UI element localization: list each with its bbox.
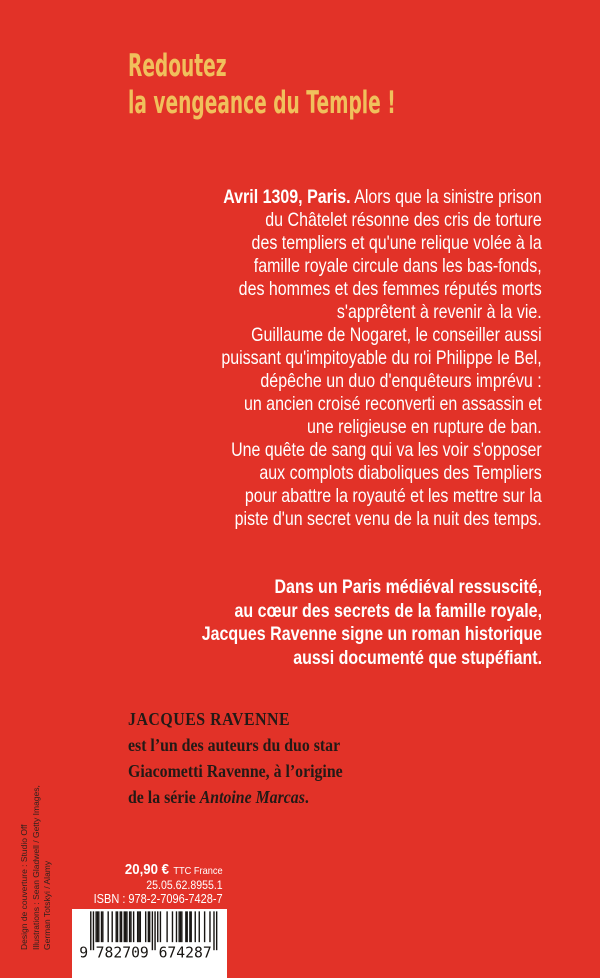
reference-number: 25.05.62.8955.1 [146,878,223,892]
tax-note: TTC France [173,865,223,877]
synopsis-line: famille royale circule dans les bas-fonds, [254,255,542,277]
synopsis-line: du Châtelet résonne des cris de torture [265,209,542,231]
pitch-line: Dans un Paris médiéval ressuscité, [274,576,542,598]
pitch-line: Jacques Ravenne signe un roman historique [201,623,542,645]
synopsis-line: une religieuse en rupture de ban. [307,416,542,438]
tagline [128,48,396,122]
tagline-line-2: la vengeance du Temple ! [128,85,396,121]
author-bio-line: de la série Antoine Marcas. [128,787,309,807]
svg-text:674287: 674287 [158,944,212,962]
synopsis-text [222,186,542,531]
author-bio [128,706,343,810]
svg-text:9: 9 [79,944,89,962]
synopsis-line: puissant qu'impitoyable du roi Philippe le Bel, [221,347,542,369]
barcode-svg [74,910,224,977]
author-bio-line: Giacometti Ravenne, à l’origine [128,761,343,781]
tagline-line-1: Redoutez [128,48,227,84]
synopsis-lead: Avril 1309, Paris. [223,186,351,208]
synopsis-line: s'apprêtent à revenir à la vie. [337,301,542,323]
credits-vertical [19,785,54,950]
synopsis-line: Guillaume de Nogaret, le conseiller aussi [251,324,542,346]
synopsis-line: piste d'un secret venu de la nuit des temps. [234,508,543,530]
series-title: Antoine Marcas [199,787,305,807]
pitch-text [202,576,542,670]
price-line [94,862,223,879]
credits-illustrations: Illustrations : Sean Gladwell / Getty Images, [30,785,41,950]
synopsis-line: Une quête de sang qui va les voir s'opposer [231,439,542,461]
synopsis-line: pour abattre la royauté et les mettre sur la [245,485,542,507]
credits-illustrations-2: German Totskyi / Alamy [42,860,52,950]
isbn: ISBN : 978-2-7096-7428-7 [93,892,223,906]
barcode [72,909,227,978]
synopsis-line: dépêche un duo d'enquêteurs imprévu : [260,370,542,392]
author-name: JACQUES RAVENNE [128,709,291,729]
synopsis-line: Avril 1309, Paris. Alors que la sinistre prison [223,186,542,208]
pitch-line: au cœur des secrets de la famille royale, [234,599,542,622]
credits-design: Design de couverture : Studio Off [19,824,29,950]
synopsis-line: aux complots diaboliques des Templiers [259,462,542,484]
synopsis-line: des templiers et qu'une relique volée à la [251,232,542,254]
synopsis-line: un ancien croisé reconverti en assassin et [244,393,543,415]
synopsis-line: des hommes et des femmes réputés morts [238,278,543,300]
author-bio-line: est l’un des auteurs du duo star [128,735,341,755]
pricing-block [94,862,223,906]
svg-text:782709: 782709 [95,944,149,962]
price: 20,90 € [125,861,170,878]
pitch-line: aussi documenté que stupéfiant. [293,646,542,669]
